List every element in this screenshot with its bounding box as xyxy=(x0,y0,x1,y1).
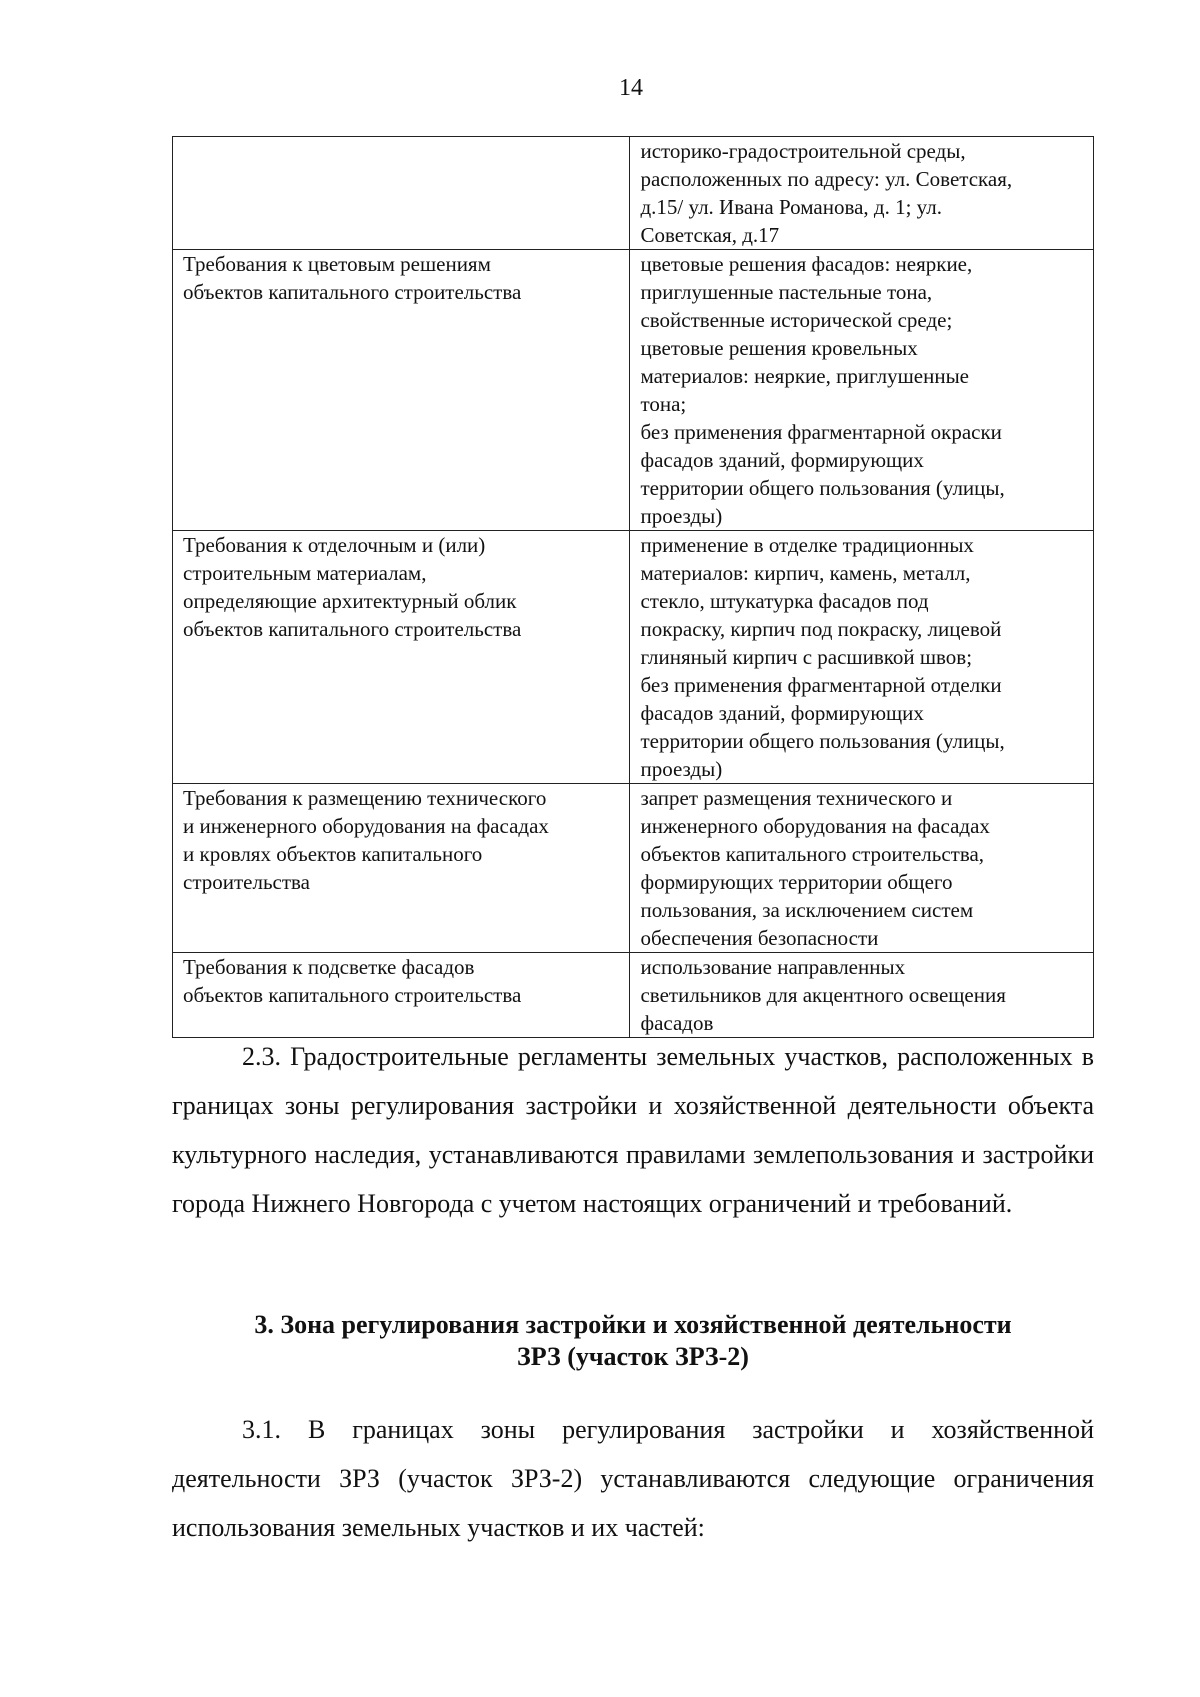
table-cell-requirement: Требования к отделочным и (или) строительным материалам, определяющие архитектурный облик объектов капитального строительства xyxy=(173,531,630,784)
section-heading xyxy=(172,1309,1094,1373)
table-row xyxy=(173,784,1094,953)
table-cell-requirement: Требования к цветовым решениям объектов капитального строительства xyxy=(173,250,630,531)
table-cell-value: историко-градостроительной среды, расположенных по адресу: ул. Советская, д.15/ ул. Ивана Романова, д. 1; ул. Советская, д.17 xyxy=(630,137,1094,250)
table-cell-value: запрет размещения технического и инженерного оборудования на фасадах объектов капитального строительства, формирующих территории общего пользования, за исключением систем обеспечения безопасности xyxy=(630,784,1094,953)
table-row xyxy=(173,137,1094,250)
table-cell-requirement xyxy=(173,137,630,250)
page-number: 14 xyxy=(619,75,643,101)
section-heading-line-1: 3. Зона регулирования застройки и хозяйственной деятельности xyxy=(254,1310,1012,1339)
requirements-table xyxy=(172,136,1094,1038)
section-heading-line-2: ЗРЗ (участок ЗРЗ-2) xyxy=(517,1342,749,1371)
table-row xyxy=(173,953,1094,1038)
table-cell-requirement: Требования к размещению технического и инженерного оборудования на фасадах и кровлях объектов капитального строительства xyxy=(173,784,630,953)
table-row xyxy=(173,531,1094,784)
table-cell-value: применение в отделке традиционных материалов: кирпич, камень, металл, стекло, штукатурка фасадов под покраску, кирпич под покраску, лицевой глиняный кирпич с расшивкой швов; без применения фрагментарной отделки фасадов зданий, формирующих территории общего пользования (улицы, проезды) xyxy=(630,531,1094,784)
table-row xyxy=(173,250,1094,531)
paragraph-3-1: 3.1. В границах зоны регулирования застройки и хозяйственной деятельности ЗРЗ (участок ЗРЗ-2) устанавливаются следующие ограничения использования земельных участков и их частей: xyxy=(172,1415,1094,1542)
table-cell-value: цветовые решения фасадов: неяркие, приглушенные пастельные тона, свойственные исторической среде; цветовые решения кровельных материалов: неяркие, приглушенные тона; без применения фрагментарной окраски фасадов зданий, формирующих территории общего пользования (улицы, проезды) xyxy=(630,250,1094,531)
table-cell-value: использование направленных светильников для акцентного освещения фасадов xyxy=(630,953,1094,1038)
table-cell-requirement: Требования к подсветке фасадов объектов капитального строительства xyxy=(173,953,630,1038)
paragraph-2-3: 2.3. Градостроительные регламенты земельных участков, расположенных в границах зоны регулирования застройки и хозяйственной деятельности объекта культурного наследия, устанавливаются правилами землепользования и застройки города Нижнего Новгорода с учетом настоящих ограничений и требований. xyxy=(172,1042,1094,1218)
